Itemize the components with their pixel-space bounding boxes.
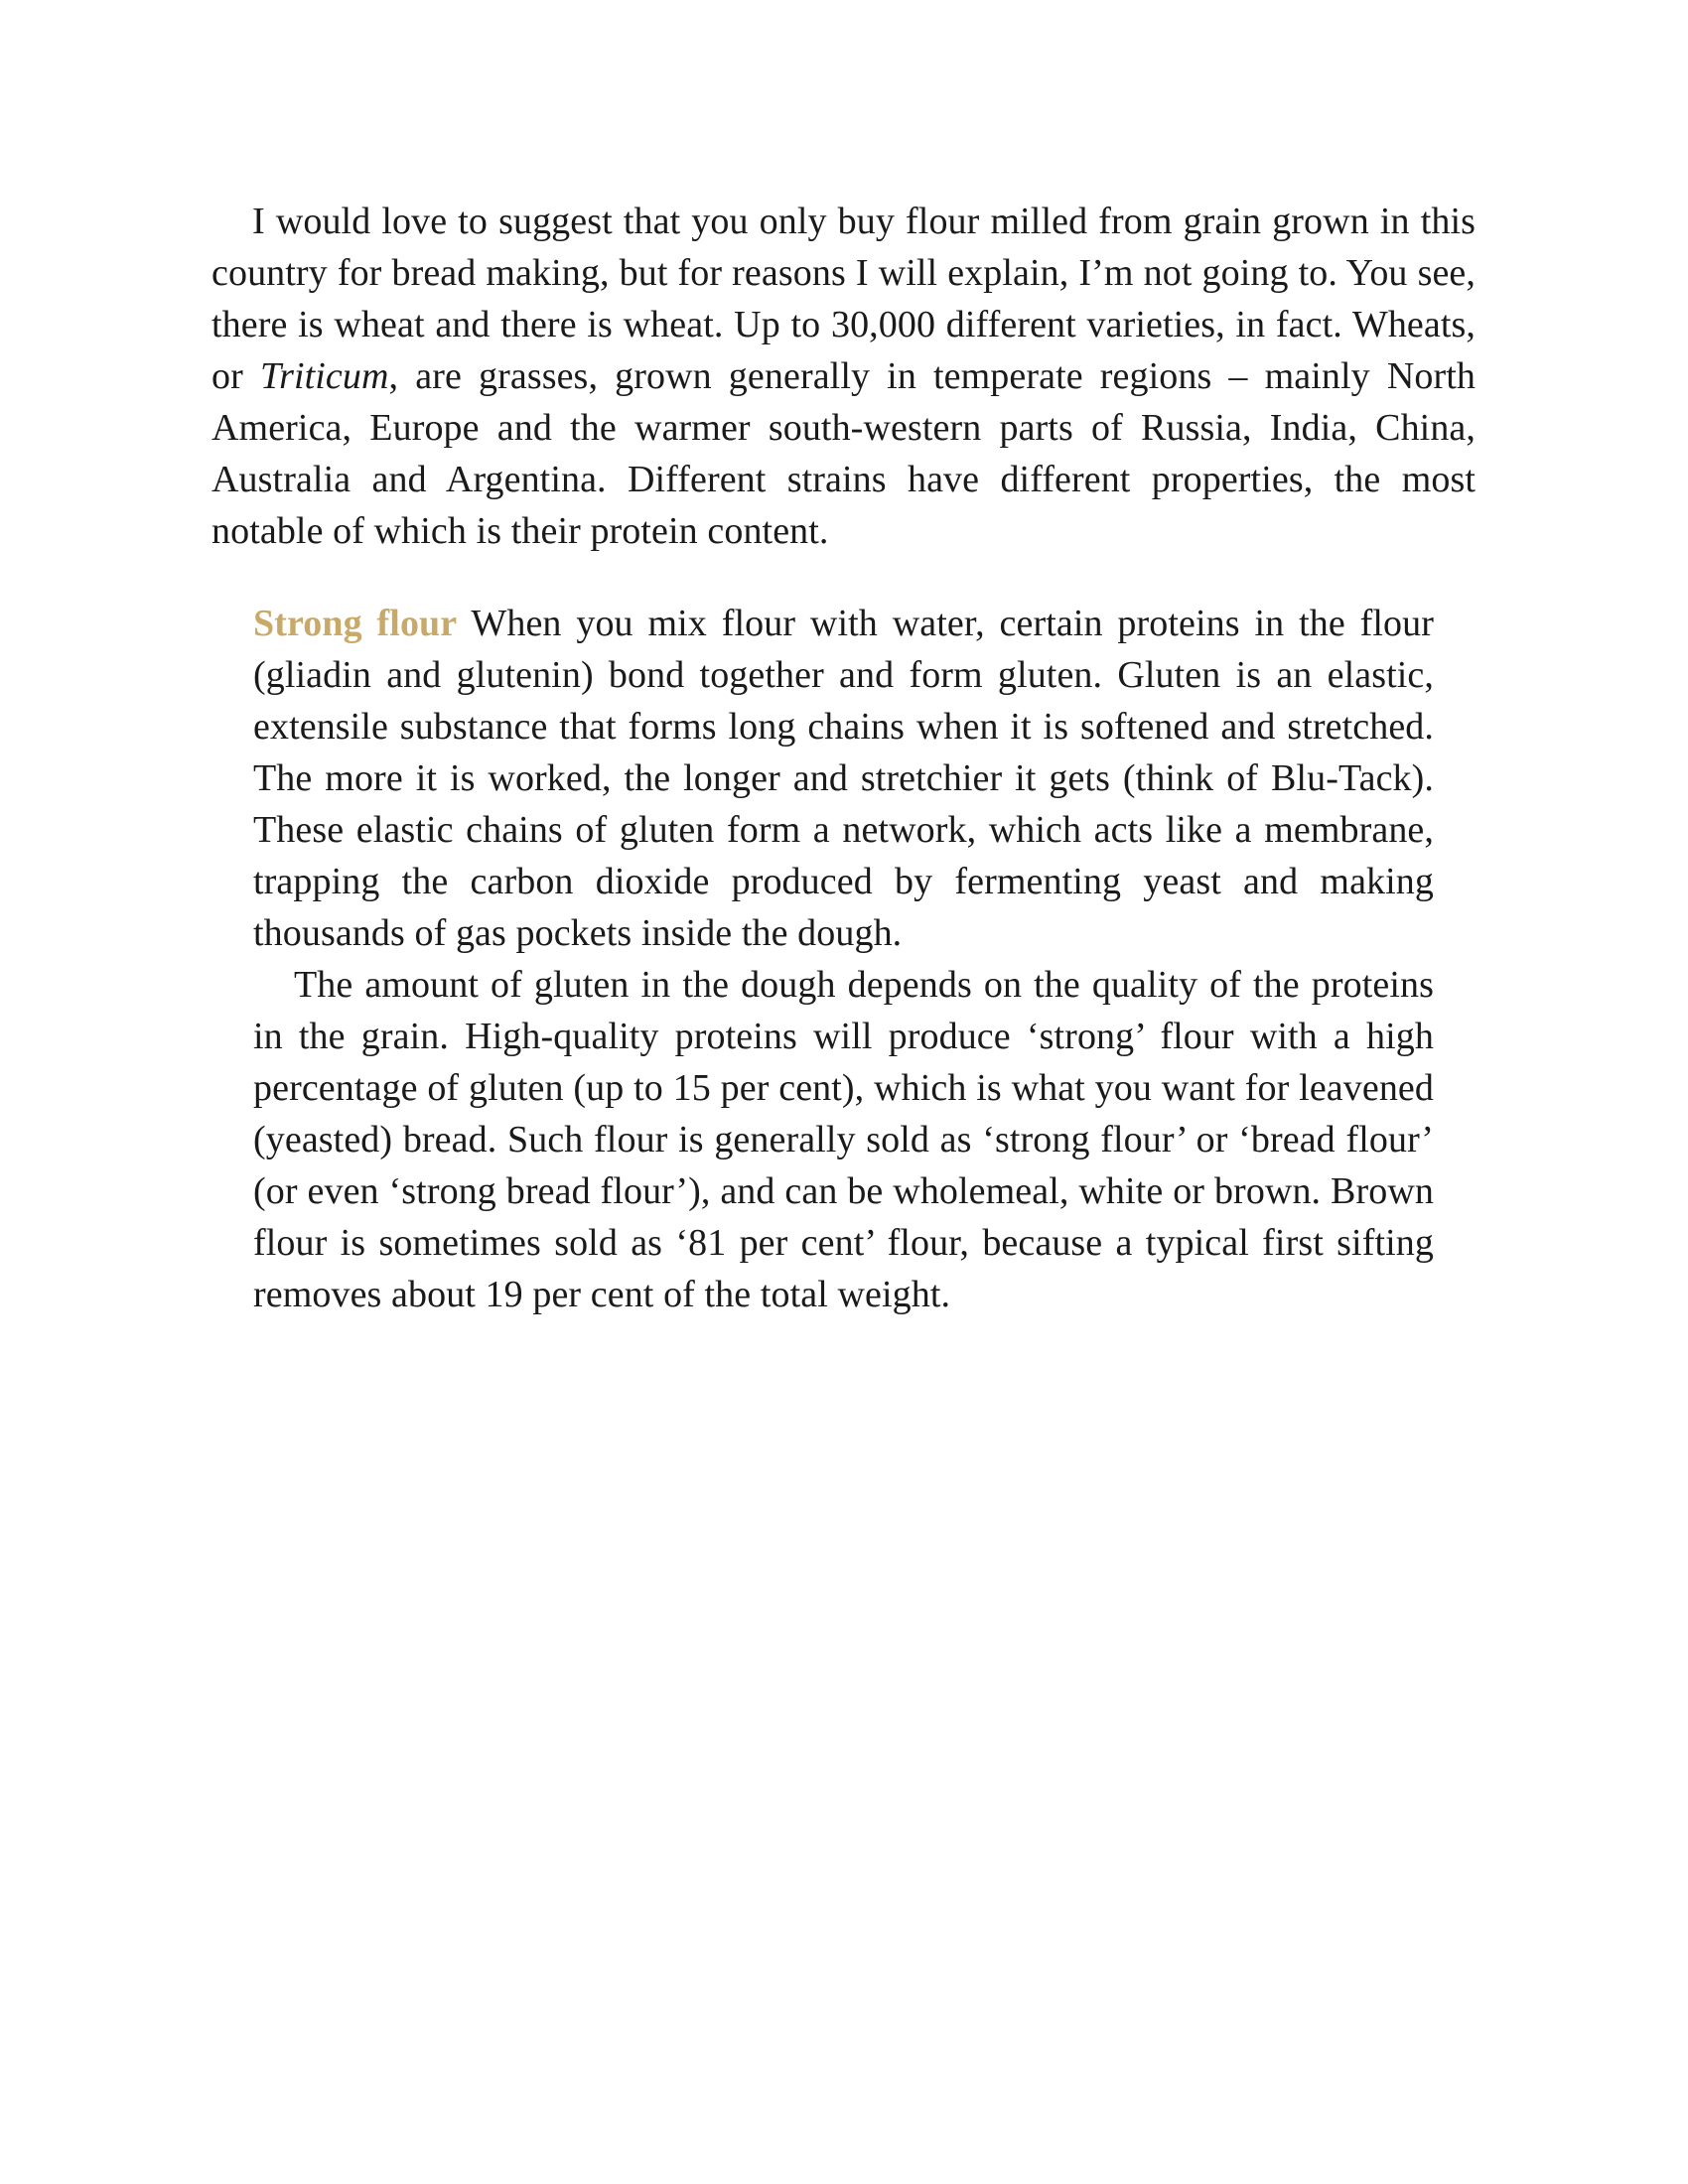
intro-paragraph — [211, 196, 1476, 557]
strong-flour-text-2: The amount of gluten in the dough depends on the quality of the proteins in the grain. High-quality proteins will produce ‘strong’ flour with a high percentage of gluten (up to 15 per cent), which is what you want for leavened (yeasted) bread. Such flour is generally sold as ‘strong flour’ or ‘bread flour’ (or even ‘strong bread flour’), and can be wholemeal, white or brown. Brown flour is sometimes sold as ‘81 per cent’ flour, because a typical first sifting removes about 19 per cent of the total weight. — [253, 964, 1434, 1315]
strong-flour-paragraph-1 — [253, 598, 1434, 959]
strong-flour-heading: Strong flour — [253, 603, 458, 644]
strong-flour-text-1: When you mix flour with water, certain proteins in the flour (gliadin and glutenin) bond together and form gluten. Gluten is an elastic, extensile substance that forms long chains when it is softened and stretched. The more it is worked, the longer and stretchier it gets (think of Blu-Tack). These elastic chains of gluten form a network, which acts like a membrane, trapping the carbon dioxide produced by fermenting yeast and making thousands of gas pockets inside the dough. — [253, 603, 1434, 954]
intro-italic-term: Triticum — [259, 355, 389, 397]
strong-flour-paragraph-2 — [253, 959, 1434, 1320]
intro-text-start: I would love to suggest that you only buy flour milled from grain grown in this country for bread making, but for reasons I will explain, I’m not going to. You see, there is wheat and there is wheat. Up to 30,000 different varieties, in fact. Wheats, or — [211, 201, 1476, 397]
intro-text-end: , are grasses, grown generally in temperate regions – mainly North America, Europe and the warmer south-western parts of Russia, India, China, Australia and Argentina. Different strains have different properties, the most notable of which is their protein content. — [211, 355, 1476, 552]
